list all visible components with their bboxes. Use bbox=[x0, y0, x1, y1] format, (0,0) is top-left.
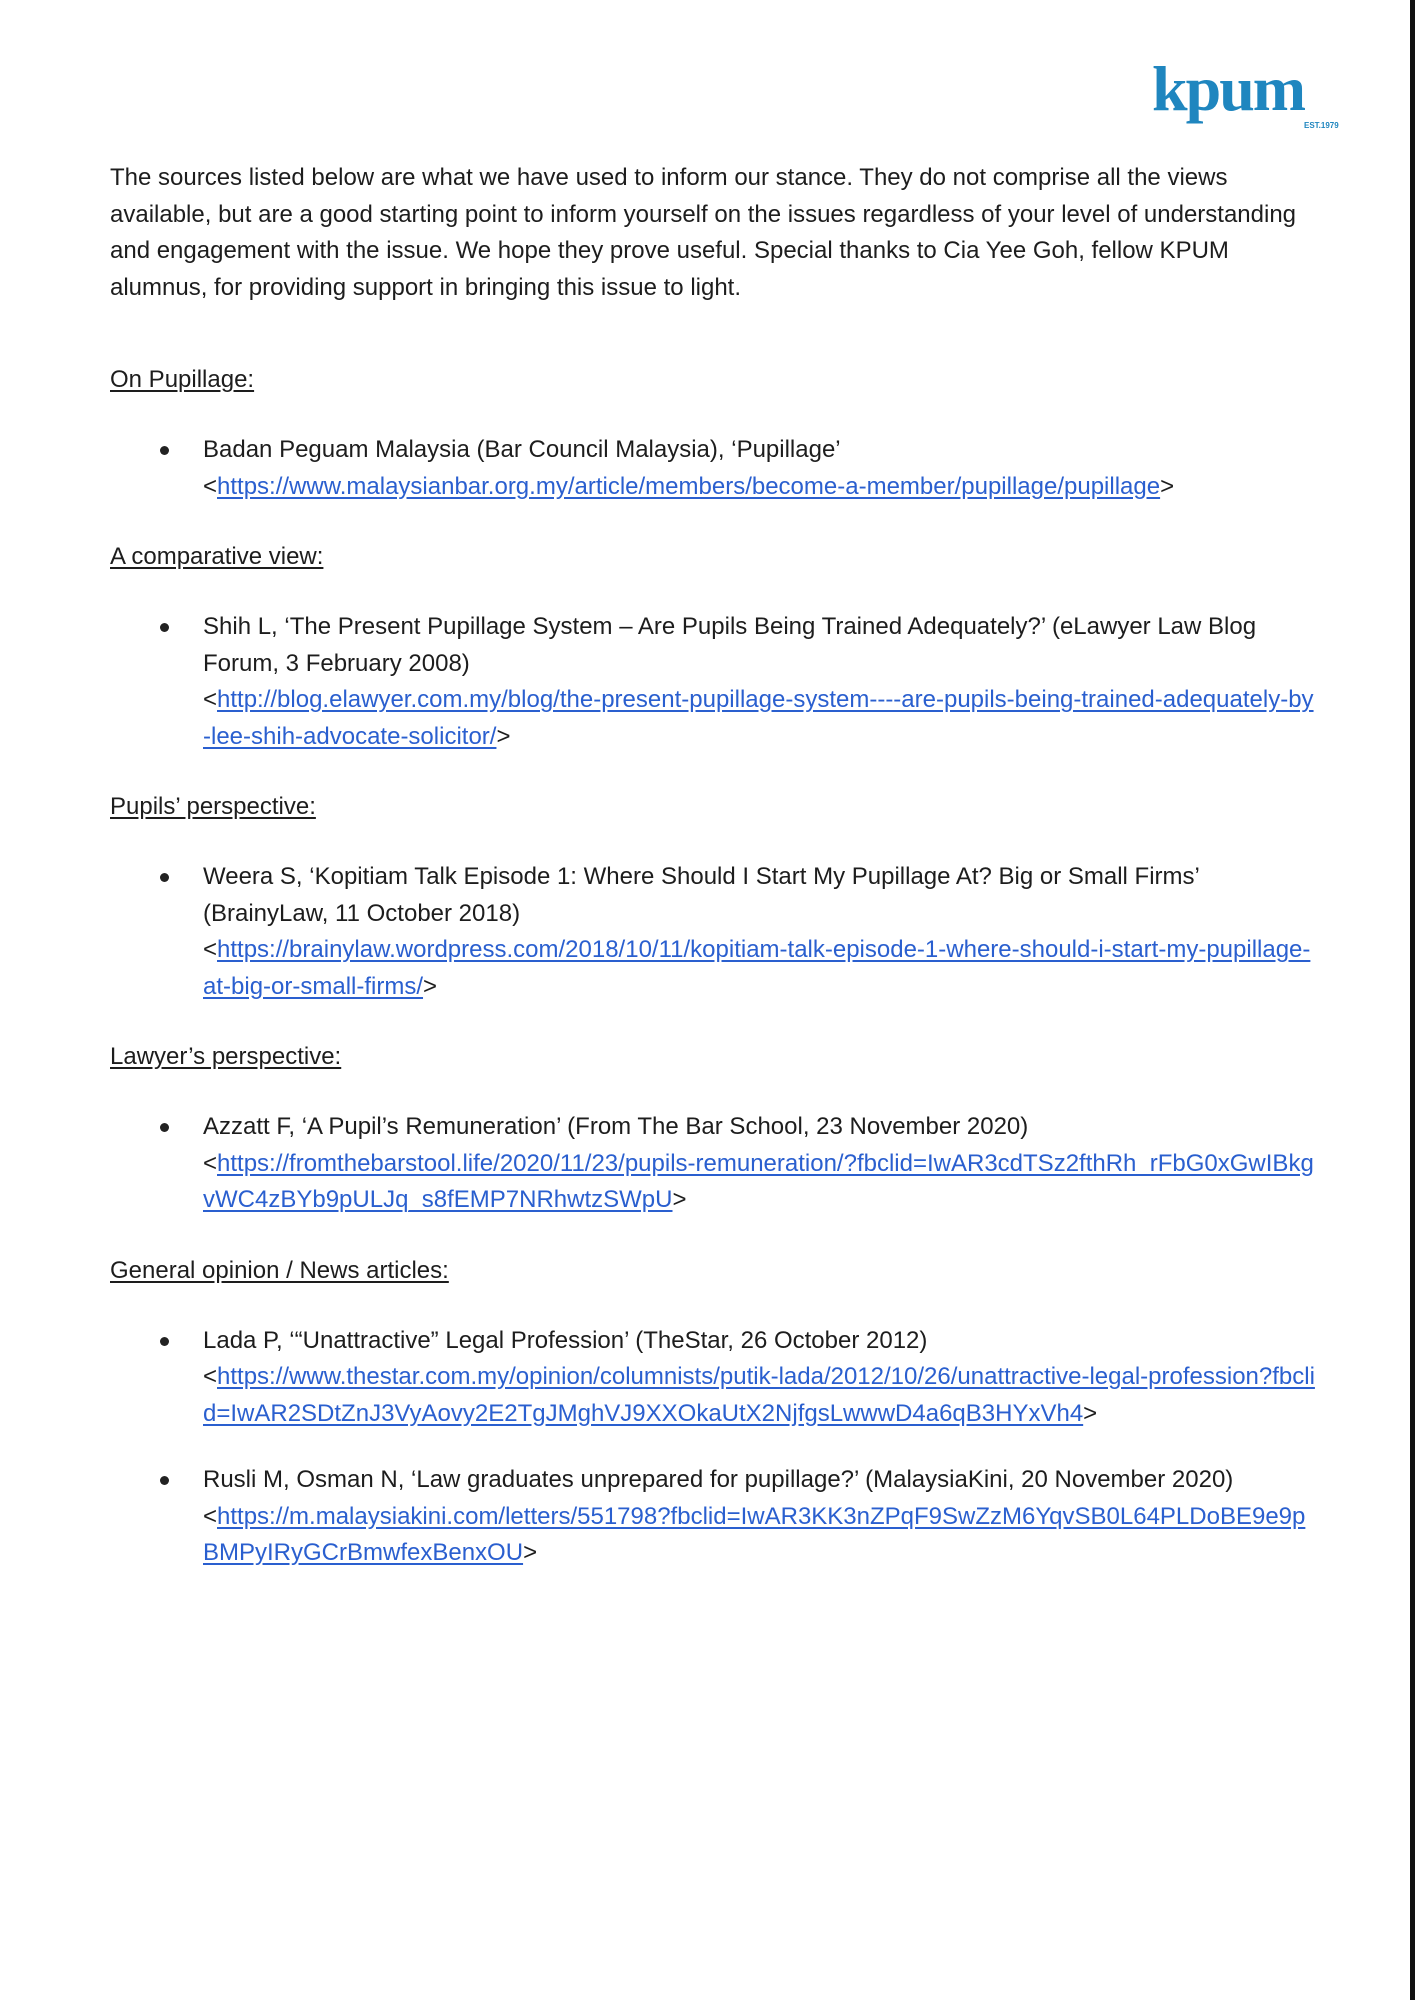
reference-link[interactable]: https://www.malaysianbar.org.my/article/members/become-a-member/pupillage/pupillage bbox=[217, 472, 1161, 500]
intro-paragraph: The sources listed below are what we have used to inform our stance. They do not comprise all the views available, but are a good starting point to inform yourself on the issues regardless of your level of understanding and engagement with the issue. We hope they prove useful. Special thanks to Cia Yee Goh, fellow KPUM alumnus, for providing support in bringing this issue to light. bbox=[110, 164, 1297, 301]
reference-link-line: <https://www.thestar.com.my/opinion/columnists/putik-lada/2012/10/26/unattractive-legal-profession?fbclid=IwAR2SDtZnJ3VyAovy2E2TgJMghVJ9XXOkaUtX2NjfgsLwwwD4a6qB3HYxVh4> bbox=[203, 1363, 1315, 1427]
bullet-icon bbox=[160, 446, 169, 455]
reference-link-line: <https://fromthebarstool.life/2020/11/23/pupils-remuneration/?fbclid=IwAR3cdTSz2fthRh_rFbG0xGwIBkgvWC4zBYb9pULJq_s8fEMP7NRhwtzSWpU> bbox=[203, 1149, 1314, 1213]
reference-citation: Azzatt F, ‘A Pupil’s Remuneration’ (From The Bar School, 23 November 2020) bbox=[203, 1113, 1029, 1140]
kpum-logo bbox=[1152, 62, 1342, 142]
reference-citation: Rusli M, Osman N, ‘Law graduates unprepared for pupillage?’ (MalaysiaKini, 20 November 2020) bbox=[203, 1466, 1234, 1493]
reference-item bbox=[110, 432, 1320, 505]
reference-link[interactable]: https://m.malaysiakini.com/letters/551798?fbclid=IwAR3KK3nZPqF9SwZzM6YqvSB0L64PLDoBE9e9pBMPyIRyGCrBmwfexBenxOU bbox=[203, 1502, 1306, 1566]
bullet-icon bbox=[160, 1337, 169, 1346]
section-heading: General opinion / News articles: bbox=[110, 1256, 449, 1284]
bullet-icon bbox=[160, 873, 169, 882]
reference-list bbox=[110, 1109, 1320, 1219]
reference-item bbox=[110, 859, 1320, 1005]
reference-item bbox=[110, 1462, 1320, 1572]
reference-link[interactable]: https://fromthebarstool.life/2020/11/23/pupils-remuneration/?fbclid=IwAR3cdTSz2fthRh_rFbG0xGwIBkgvWC4zBYb9pULJq_s8fEMP7NRhwtzSWpU bbox=[203, 1149, 1314, 1213]
bullet-icon bbox=[160, 623, 169, 632]
reference-item bbox=[110, 1323, 1320, 1433]
logo-established: EST.1979 bbox=[1304, 121, 1339, 130]
reference-link-line: <https://brainylaw.wordpress.com/2018/10/11/kopitiam-talk-episode-1-where-should-i-start-my-pupillage-at-big-or-small-firms/> bbox=[203, 936, 1311, 1000]
reference-list bbox=[110, 859, 1320, 1005]
section-comparative-view bbox=[110, 539, 1320, 755]
reference-citation: Shih L, ‘The Present Pupillage System – Are Pupils Being Trained Adequately?’ (eLawyer Law Blog Forum, 3 February 2008) bbox=[203, 613, 1257, 677]
reference-item bbox=[110, 609, 1320, 755]
section-lawyers-perspective bbox=[110, 1039, 1320, 1219]
reference-list bbox=[110, 1323, 1320, 1572]
reference-citation: Badan Peguam Malaysia (Bar Council Malaysia), ‘Pupillage’ bbox=[203, 436, 841, 463]
reference-list bbox=[110, 609, 1320, 755]
section-heading: Lawyer’s perspective: bbox=[110, 1043, 342, 1070]
section-pupils-perspective bbox=[110, 789, 1320, 1005]
section-on-pupillage bbox=[110, 362, 1320, 505]
reference-link[interactable]: https://www.thestar.com.my/opinion/columnists/putik-lada/2012/10/26/unattractive-legal-profession?fbclid=IwAR2SDtZnJ3VyAovy2E2TgJMghVJ9XXOkaUtX2NjfgsLwwwD4a6qB3HYxVh4 bbox=[203, 1363, 1315, 1427]
reference-link[interactable]: http://blog.elawyer.com.my/blog/the-present-pupillage-system----are-pupils-being-trained-adequately-by-lee-shih-advocate-solicitor/ bbox=[203, 686, 1314, 750]
reference-link-line: <https://www.malaysianbar.org.my/article/members/become-a-member/pupillage/pupillage> bbox=[203, 472, 1175, 500]
section-heading: A comparative view: bbox=[110, 543, 324, 570]
bullet-icon bbox=[160, 1476, 169, 1485]
reference-link-line: <http://blog.elawyer.com.my/blog/the-present-pupillage-system----are-pupils-being-trained-adequately-by-lee-shih-advocate-solicitor/> bbox=[203, 686, 1314, 750]
reference-item bbox=[110, 1109, 1320, 1219]
reference-link-line: <https://m.malaysiakini.com/letters/551798?fbclid=IwAR3KK3nZPqF9SwZzM6YqvSB0L64PLDoBE9e9pBMPyIRyGCrBmwfexBenxOU> bbox=[203, 1502, 1306, 1566]
reference-list bbox=[110, 432, 1320, 505]
bullet-icon bbox=[160, 1123, 169, 1132]
section-general-opinion bbox=[110, 1253, 1320, 1572]
page-edge-bar bbox=[1410, 0, 1415, 2000]
reference-citation: Lada P, ‘“Unattractive” Legal Profession’ (TheStar, 26 October 2012) bbox=[203, 1326, 928, 1354]
logo-wordmark: kpum bbox=[1152, 62, 1305, 124]
section-heading: Pupils’ perspective: bbox=[110, 793, 316, 820]
reference-citation: Weera S, ‘Kopitiam Talk Episode 1: Where Should I Start My Pupillage At? Big or Small Firms’ (BrainyLaw, 11 October 2018) bbox=[203, 863, 1199, 927]
reference-link[interactable]: https://brainylaw.wordpress.com/2018/10/11/kopitiam-talk-episode-1-where-should-i-start-my-pupillage-at-big-or-small-firms/ bbox=[203, 936, 1311, 1000]
section-heading: On Pupillage: bbox=[110, 366, 255, 393]
document-body bbox=[110, 160, 1320, 1606]
